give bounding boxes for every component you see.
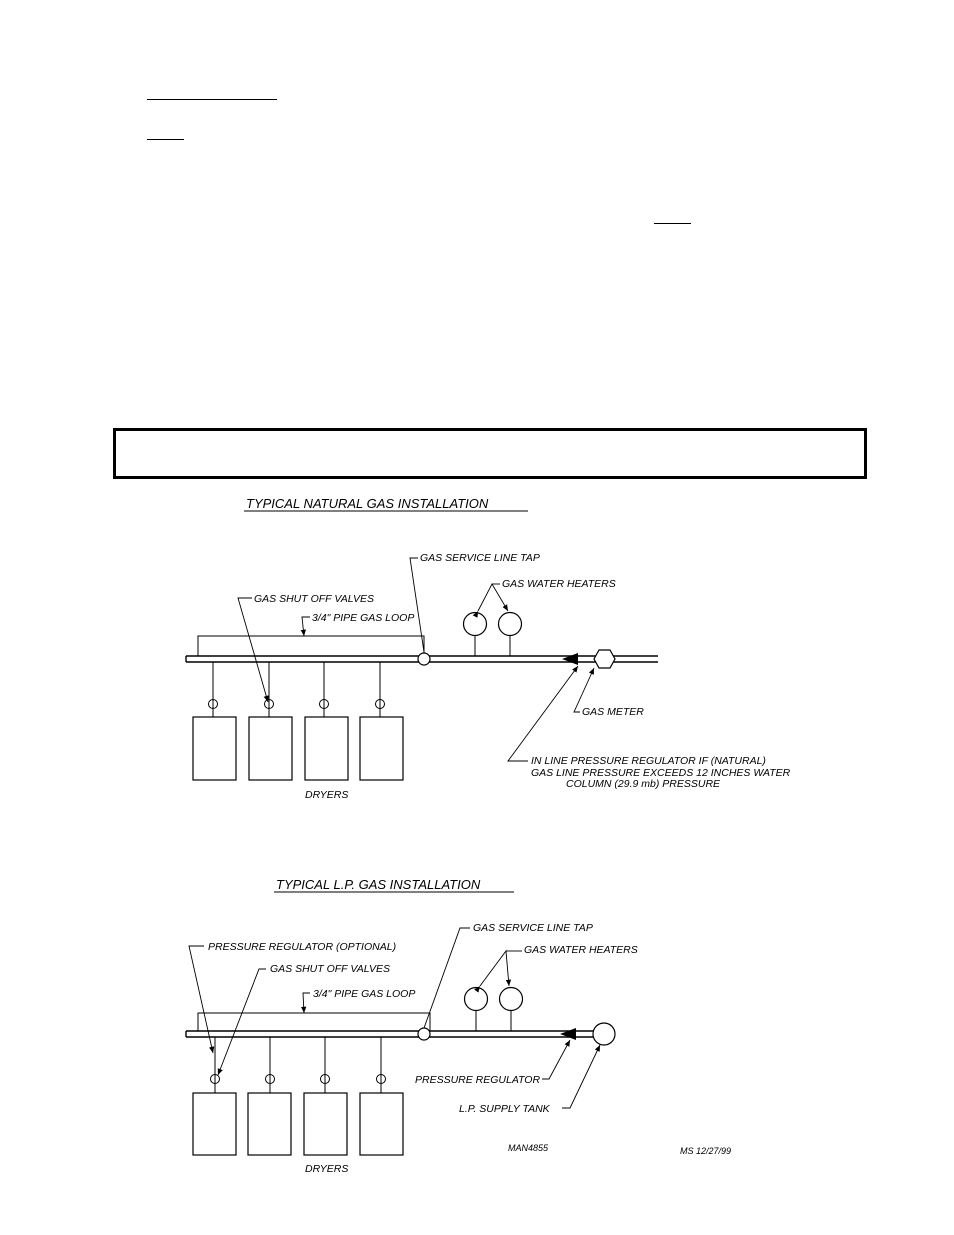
dryer-4	[360, 717, 403, 780]
lp-supply-tank-label: L.P. SUPPLY TANK	[459, 1103, 550, 1115]
gas-meter-label: GAS METER	[582, 706, 644, 718]
natural-title: TYPICAL NATURAL GAS INSTALLATION	[246, 496, 489, 511]
lp-pressure-regulator-label: PRESSURE REGULATOR	[415, 1074, 541, 1086]
regulator-note-line-3: COLUMN (29.9 mb) PRESSURE	[566, 778, 721, 790]
water-heater-2	[499, 613, 522, 636]
water-heaters-label: GAS WATER HEATERS	[502, 578, 616, 590]
water-heater-1	[464, 613, 487, 636]
dryer-2	[249, 717, 292, 780]
lp-dryer-2	[248, 1093, 291, 1155]
pipe-gas-loop	[198, 636, 424, 656]
lp-pipe-loop-label: 3/4" PIPE GAS LOOP	[313, 988, 416, 1000]
lp-service-tap-label: GAS SERVICE LINE TAP	[473, 922, 593, 934]
lp-supply-tank-symbol	[593, 1023, 615, 1045]
drawing-stamp: MS 12/27/99	[680, 1146, 732, 1156]
pressure-reg-optional-label: PRESSURE REGULATOR (OPTIONAL)	[208, 941, 397, 953]
shutoff-valves-label: GAS SHUT OFF VALVES	[254, 593, 375, 605]
dryer-3	[305, 717, 348, 780]
gas-meter-symbol	[594, 650, 615, 668]
lp-dryer-4	[360, 1093, 403, 1155]
lp-dryer-1	[193, 1093, 236, 1155]
lp-dryer-3	[304, 1093, 347, 1155]
lp-shutoff-valves-label: GAS SHUT OFF VALVES	[270, 963, 391, 975]
regulator-note-line-1: IN LINE PRESSURE REGULATOR IF (NATURAL)	[531, 755, 766, 767]
lp-dryers-label: DRYERS	[305, 1163, 349, 1175]
service-tap-label: GAS SERVICE LINE TAP	[420, 552, 540, 564]
regulator-note-line-2: GAS LINE PRESSURE EXCEEDS 12 INCHES WATER	[531, 767, 791, 779]
drawing-number: MAN4855	[508, 1143, 549, 1153]
lp-water-heater-2	[500, 988, 523, 1011]
lp-gas-diagram	[186, 877, 731, 1175]
pipe-loop-label: 3/4" PIPE GAS LOOP	[312, 612, 415, 624]
lp-pressure-regulator-symbol	[560, 1028, 576, 1040]
lp-water-heaters-label: GAS WATER HEATERS	[524, 944, 638, 956]
dryers-lp	[193, 1037, 403, 1155]
lp-service-tap-valve	[418, 1028, 430, 1040]
dryers-label: DRYERS	[305, 789, 349, 801]
dryer-1	[193, 717, 236, 780]
lp-pipe-gas-loop	[198, 1013, 430, 1031]
lp-water-heater-1	[465, 988, 488, 1011]
pressure-regulator-symbol	[562, 653, 578, 665]
natural-gas-diagram	[186, 496, 791, 801]
dryers-natural	[193, 662, 403, 780]
lp-title: TYPICAL L.P. GAS INSTALLATION	[276, 877, 481, 892]
service-tap-valve	[418, 653, 430, 665]
